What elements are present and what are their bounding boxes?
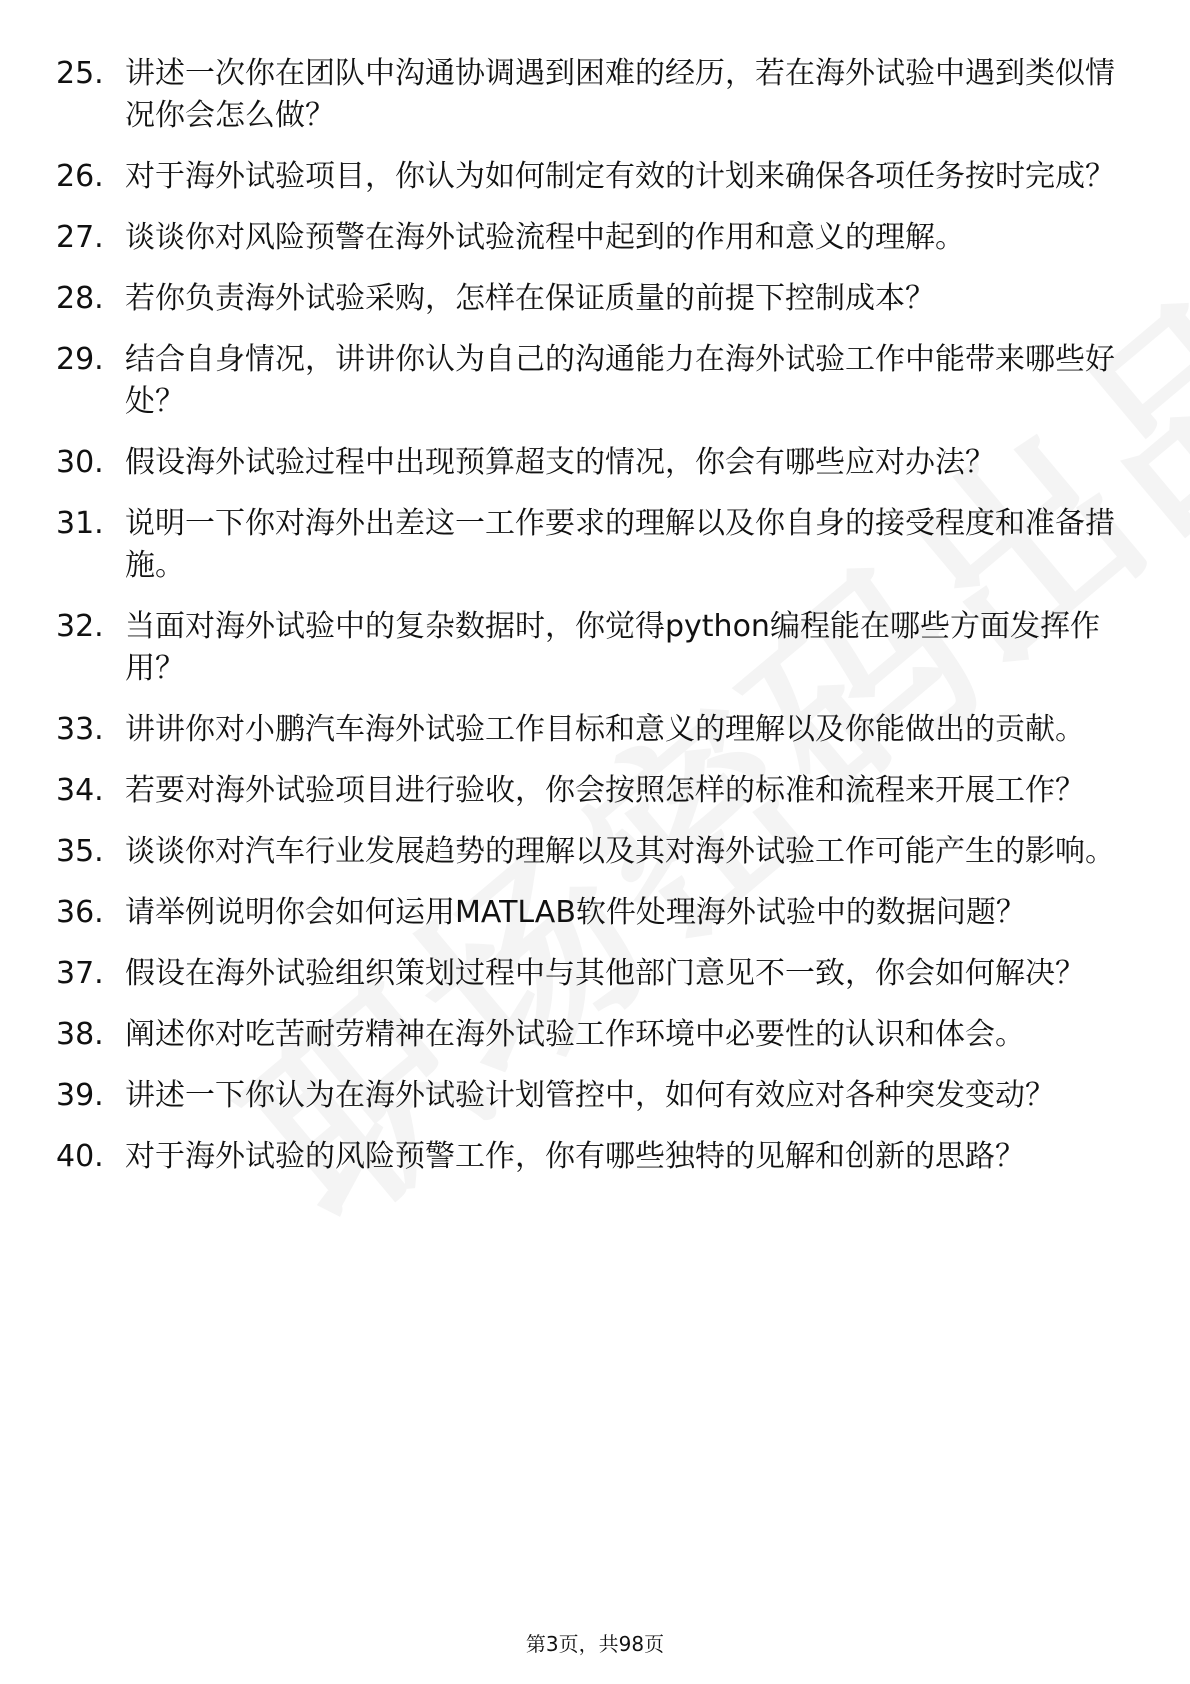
question-text: 假设海外试验过程中出现预算超支的情况，你会有哪些应对办法？ — [125, 445, 995, 480]
question-text: 对于海外试验项目，你认为如何制定有效的计划来确保各项任务按时完成？ — [125, 159, 1115, 194]
question-number: 38. — [56, 1017, 104, 1052]
question-number: 37. — [56, 956, 104, 991]
question-item — [56, 217, 1116, 259]
question-number: 27. — [56, 220, 104, 255]
question-number: 29. — [56, 342, 104, 377]
question-text: 讲述一下你认为在海外试验计划管控中，如何有效应对各种突发变动？ — [125, 1078, 1055, 1113]
question-item — [56, 831, 1116, 873]
question-text: 谈谈你对风险预警在海外试验流程中起到的作用和意义的理解。 — [125, 220, 965, 255]
question-number: 25. — [56, 56, 104, 91]
question-text: 当面对海外试验中的复杂数据时，你觉得python编程能在哪些方面发挥作用？ — [125, 609, 1100, 686]
question-number: 32. — [56, 609, 104, 644]
question-item — [56, 892, 1116, 934]
question-number: 30. — [56, 445, 104, 480]
question-text: 讲讲你对小鹏汽车海外试验工作目标和意义的理解以及你能做出的贡献。 — [125, 712, 1085, 747]
question-item — [56, 339, 1116, 423]
question-number: 36. — [56, 895, 104, 930]
question-text: 若要对海外试验项目进行验收，你会按照怎样的标准和流程来开展工作？ — [125, 773, 1085, 808]
question-item — [56, 953, 1116, 995]
question-item — [56, 606, 1116, 690]
question-item — [56, 709, 1116, 751]
question-item — [56, 770, 1116, 812]
question-text: 说明一下你对海外出差这一工作要求的理解以及你自身的接受程度和准备措施。 — [125, 506, 1115, 583]
page-number-label: 第3页，共98页 — [525, 1632, 665, 1656]
question-number: 39. — [56, 1078, 104, 1113]
question-text: 结合自身情况，讲讲你认为自己的沟通能力在海外试验工作中能带来哪些好处？ — [125, 342, 1115, 419]
question-number: 33. — [56, 712, 104, 747]
question-text: 对于海外试验的风险预警工作，你有哪些独特的见解和创新的思路？ — [125, 1139, 1025, 1174]
question-text: 假设在海外试验组织策划过程中与其他部门意见不一致，你会如何解决？ — [125, 956, 1085, 991]
page-footer — [0, 1630, 1190, 1658]
question-item — [56, 1014, 1116, 1056]
question-text: 阐述你对吃苦耐劳精神在海外试验工作环境中必要性的认识和体会。 — [125, 1017, 1025, 1052]
question-list — [56, 53, 1116, 1197]
question-item — [56, 53, 1116, 137]
question-item — [56, 1136, 1116, 1178]
question-number: 28. — [56, 281, 104, 316]
question-item — [56, 503, 1116, 587]
question-text: 谈谈你对汽车行业发展趋势的理解以及其对海外试验工作可能产生的影响。 — [125, 834, 1115, 869]
question-number: 35. — [56, 834, 104, 869]
question-item — [56, 156, 1116, 198]
question-text: 若你负责海外试验采购，怎样在保证质量的前提下控制成本？ — [125, 281, 935, 316]
question-number: 34. — [56, 773, 104, 808]
question-number: 31. — [56, 506, 104, 541]
question-text: 讲述一次你在团队中沟通协调遇到困难的经历，若在海外试验中遇到类似情况你会怎么做？ — [125, 56, 1115, 133]
question-number: 26. — [56, 159, 104, 194]
question-number: 40. — [56, 1139, 104, 1174]
question-item — [56, 1075, 1116, 1117]
question-item — [56, 278, 1116, 320]
question-text: 请举例说明你会如何运用MATLAB软件处理海外试验中的数据问题？ — [125, 895, 1026, 930]
question-item — [56, 442, 1116, 484]
